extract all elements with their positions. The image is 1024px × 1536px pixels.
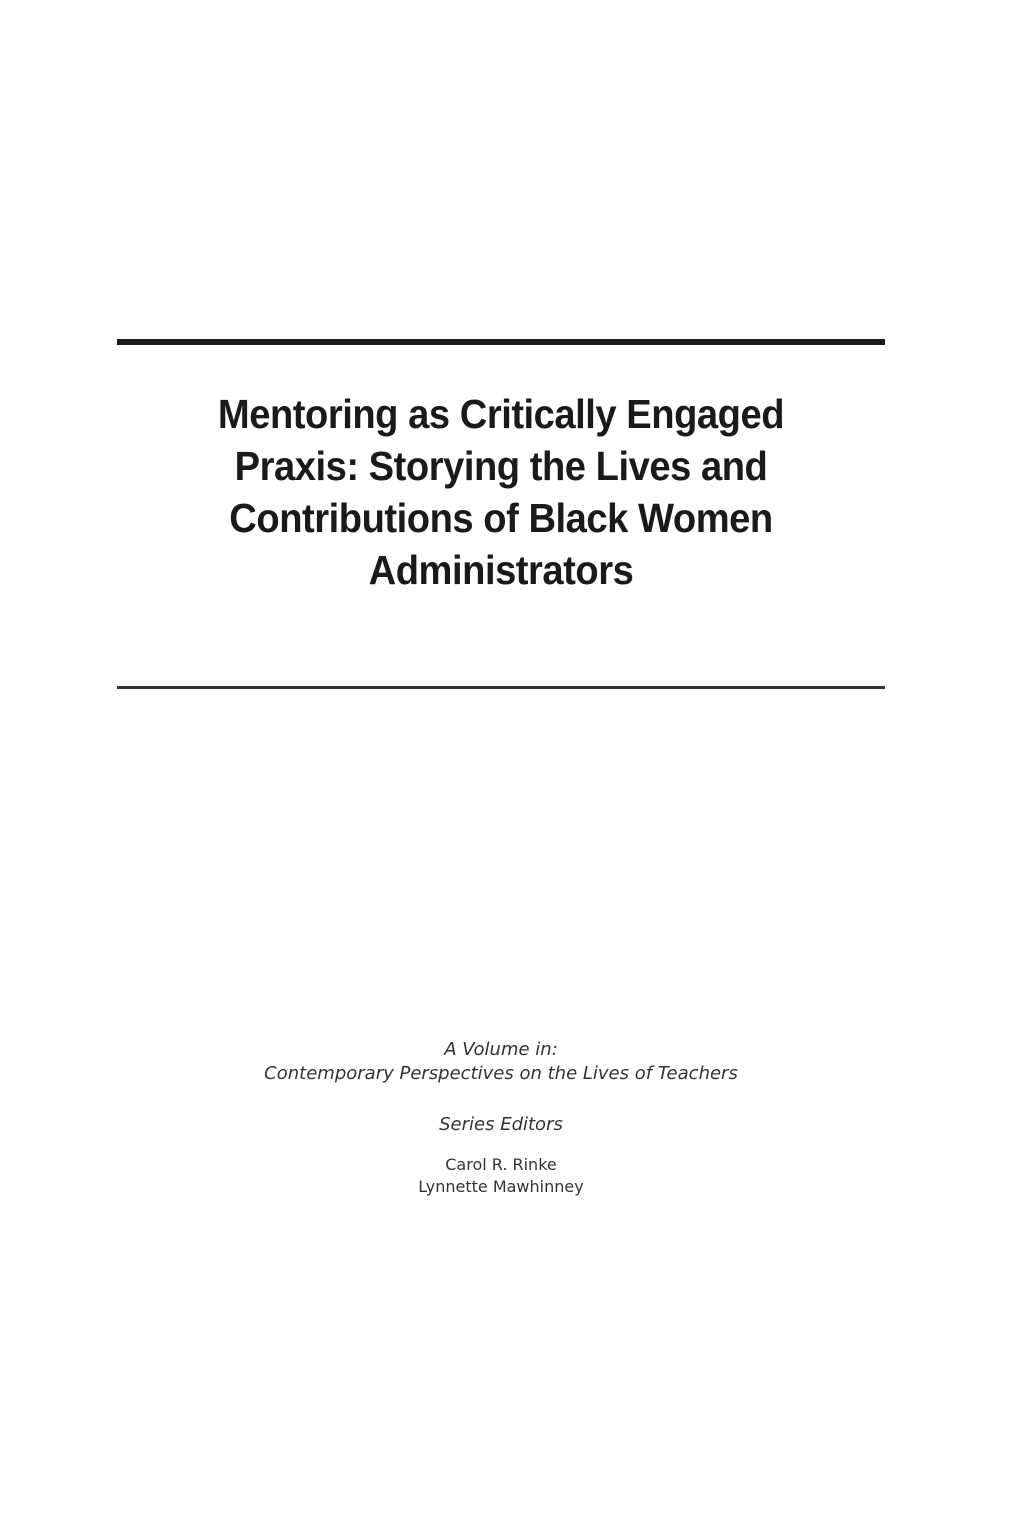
editor-name: Carol R. Rinke	[445, 1155, 557, 1174]
top-rule	[117, 339, 885, 345]
bottom-rule	[117, 686, 885, 689]
series-info	[117, 1038, 885, 1198]
editor-name: Lynnette Mawhinney	[418, 1177, 584, 1196]
title-line-2: Praxis: Storying the Lives and	[234, 443, 768, 489]
title-line-1: Mentoring as Critically Engaged	[217, 391, 785, 437]
book-title	[117, 388, 885, 596]
series-name: Contemporary Perspectives on the Lives of Teachers	[264, 1063, 738, 1084]
editors-list	[117, 1154, 885, 1198]
series-editors-label: Series Editors	[439, 1114, 563, 1135]
title-line-3: Contributions of Black Women	[229, 495, 773, 541]
title-line-4: Administrators	[368, 547, 634, 593]
volume-label: A Volume in:	[444, 1039, 558, 1060]
